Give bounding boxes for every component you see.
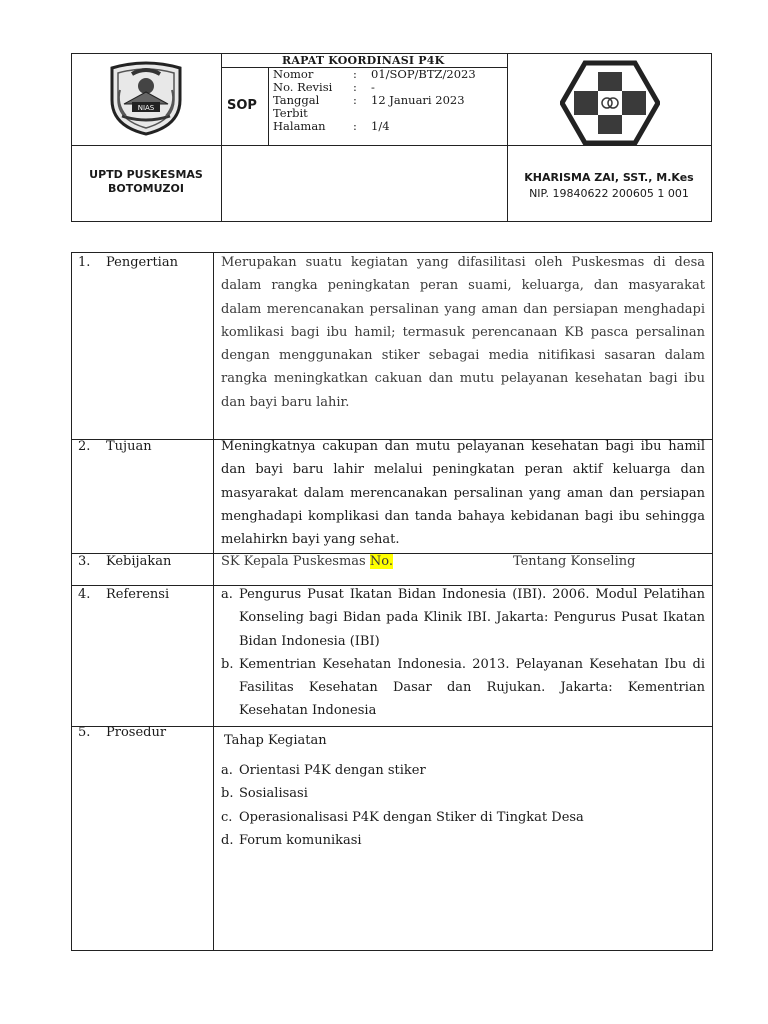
section-text-pengertian: Merupakan suatu kegiatan yang difasilitasi oleh Puskesmas di desa dalam rangka peningkatan peran suami, keluarga, dan masyarakat dalam merencanakan persalinan yang aman dan persiapan menghadapi komlikasi bagi ibu hamil; termasuk perencanaan KB pasca persalinan dengan menggunakan stiker sebagai media nitifikasi sasaran dalam rangka meningkatkan cakuan dan mutu pelayanan kesehatan bagi ibu dan bayi baru lahir. <box>221 255 705 410</box>
meta-row-terbit: Terbit <box>273 106 308 120</box>
signer-block <box>509 170 709 202</box>
section-label-referensi: 4. Referensi <box>78 587 170 602</box>
document-meta <box>273 68 476 133</box>
section-prosedur-heading: Tahap Kegiatan <box>224 733 327 748</box>
meta-row-revisi: No. Revisi : - <box>273 80 375 94</box>
sop-label: SOP <box>227 98 257 113</box>
meta-row-nomor: Nomor : 01/SOP/BTZ/2023 <box>273 67 476 81</box>
section-label-pengertian: 1. Pengertian <box>78 255 178 270</box>
sop-content-table <box>71 252 713 951</box>
regency-seal-logo <box>102 60 190 136</box>
row-divider-4 <box>72 726 712 727</box>
header-divider-sop <box>268 67 269 145</box>
header-divider-left <box>221 54 222 222</box>
section-label-prosedur: 5. Prosedur <box>78 725 167 740</box>
sop-header-table <box>71 53 712 222</box>
document-title: RAPAT KOORDINASI P4K <box>282 54 445 67</box>
section-list-referensi <box>221 583 705 723</box>
list-item: b. Kementrian Kesehatan Indonesia. 2013. Pelayanan Kesehatan Ibu di Fasilitas Kesehatan Dasar dan Rujukan. Jakarta: Kementrian Kesehatan Indonesia <box>221 656 705 719</box>
section-text-tujuan: Meningkatnya cakupan dan mutu pelayanan kesehatan bagi ibu hamil dan bayi baru lahir melalui peningkatan peran aktif keluarga dan masyarakat dalam merencanakan persalinan yang aman dan persiapan menghadapi komplikasi dan tanda bahaya kebidanan bagi ibu sehingga melahirkn bayi yang sehat. <box>221 439 705 548</box>
highlighted-number: No. <box>369 554 393 569</box>
section-list-prosedur <box>221 759 705 852</box>
signer-nip: NIP. 19840622 200605 1 001 <box>529 187 689 200</box>
organization-name: UPTD PUSKESMAS BOTOMUZOI <box>89 168 203 195</box>
list-item: b. Sosialisasi <box>221 786 308 802</box>
label-column-divider <box>213 253 214 950</box>
list-item: d. Forum komunikasi <box>221 832 362 848</box>
health-cross-logo <box>560 60 660 146</box>
section-text-kebijakan: SK Kepala Puskesmas No. Tentang Konseling <box>221 554 636 569</box>
signer-name: KHARISMA ZAI, SST., M.Kes <box>524 171 694 184</box>
list-item: c. Operasionalisasi P4K dengan Stiker di Tingkat Desa <box>221 809 584 825</box>
list-item: a. Orientasi P4K dengan stiker <box>221 763 426 778</box>
list-item: a. Pengurus Pusat Ikatan Bidan Indonesia (IBI). 2006. Modul Pelatihan Konseling bagi Bidan pada Klinik IBI. Jakarta: Pengurus Pusat Ikatan Bidan Indonesia (IBI) <box>221 587 705 649</box>
logo-seal-text: NIAS <box>137 104 155 112</box>
meta-row-tanggal: Tanggal : 12 Januari 2023 <box>273 93 465 107</box>
section-label-kebijakan: 3. Kebijakan <box>78 554 172 569</box>
section-label-tujuan: 2. Tujuan <box>78 439 152 454</box>
meta-row-halaman: Halaman : 1/4 <box>273 119 390 133</box>
header-divider-right <box>507 54 508 222</box>
